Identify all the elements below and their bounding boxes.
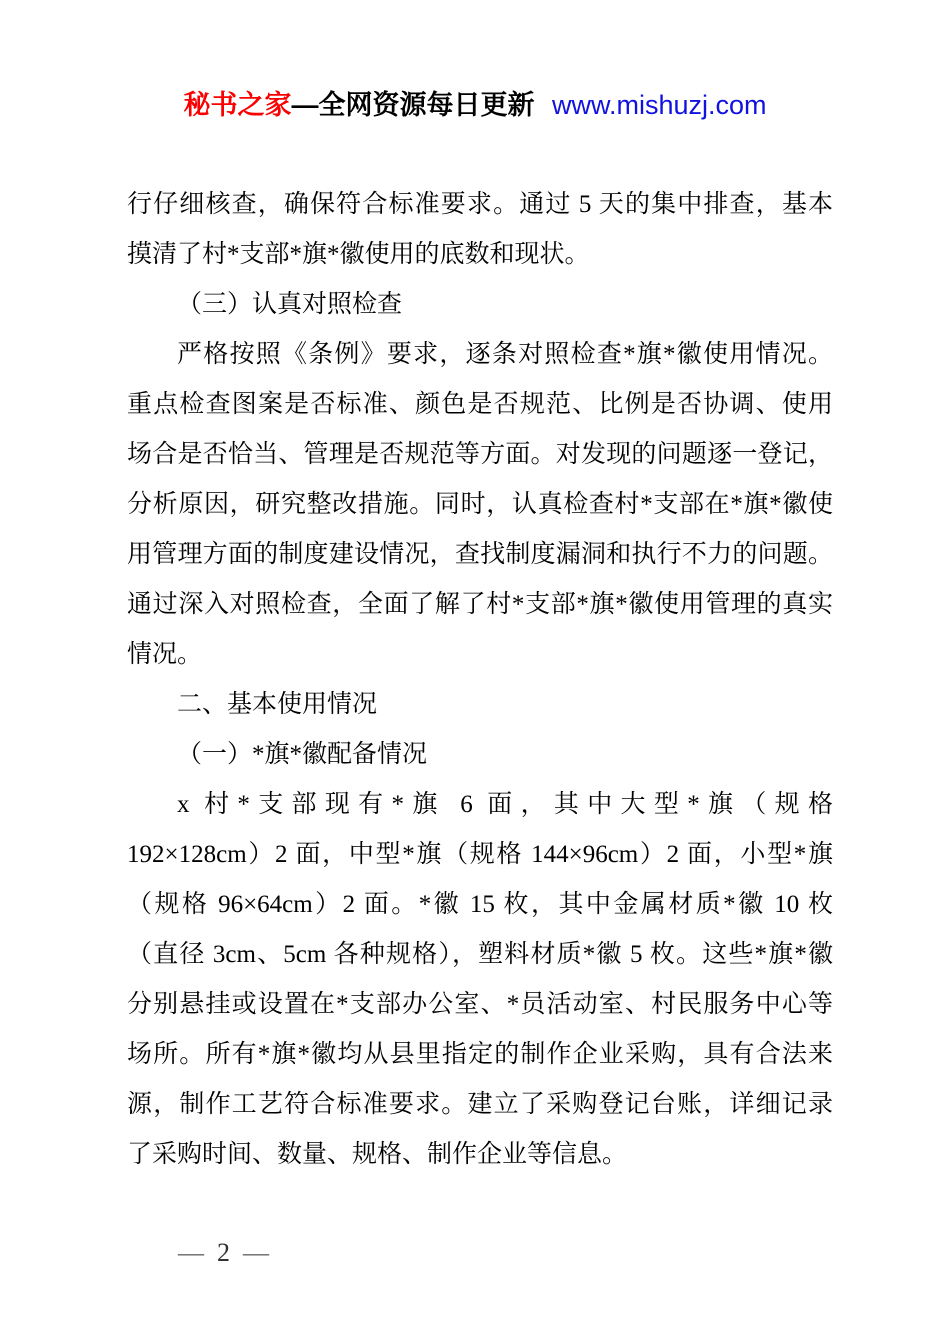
page-number: 2 [217, 1238, 230, 1267]
section-heading-line: 二、基本使用情况 [177, 691, 378, 718]
text-line: 重点检查图案是否标准、颜色是否规范、比例是否协调、使用 [127, 391, 833, 418]
text-line: 情况。 [127, 641, 203, 668]
text-line: 源，制作工艺符合标准要求。建立了采购登记台账，详细记录 [127, 1091, 833, 1118]
footer-dash-right: — [243, 1238, 269, 1267]
text-line: 摸清了村*支部*旗*徽使用的底数和现状。 [127, 241, 590, 268]
section-heading-line: （一）*旗*徽配备情况 [177, 741, 428, 768]
text-line: （三）认真对照检查 [177, 291, 403, 318]
text-line: 严格按照《条例》要求，逐条对照检查*旗*徽使用情况。 [177, 341, 833, 368]
text-line: 分析原因，研究整改措施。同时，认真检查村*支部在*旗*徽使 [127, 491, 833, 518]
document-body [127, 180, 833, 1180]
text-line: 分别悬挂或设置在*支部办公室、*员活动室、村民服务中心等 [127, 991, 833, 1018]
page-header [0, 86, 950, 124]
site-tagline: —全网资源每日更新 [291, 90, 535, 120]
text-line: 场所。所有*旗*徽均从县里指定的制作企业采购，具有合法来 [127, 1041, 833, 1068]
text-line: 用管理方面的制度建设情况，查找制度漏洞和执行不力的问题。 [127, 541, 833, 568]
text-line: 通过深入对照检查，全面了解了村*支部*旗*徽使用管理的真实 [127, 591, 833, 618]
text-line: 场合是否恰当、管理是否规范等方面。对发现的问题逐一登记， [127, 441, 833, 468]
page-footer [178, 1236, 269, 1270]
text-line: （规格 96×64cm）2 面。*徽 15 枚，其中金属材质*徽 10 枚 [127, 891, 833, 918]
text-line: 行仔细核查，确保符合标准要求。通过 5 天的集中排查，基本 [127, 191, 833, 218]
site-name: 秘书之家 [183, 90, 292, 120]
text-line: 了采购时间、数量、规格、制作企业等信息。 [127, 1141, 628, 1168]
text-line: （直径 3cm、5cm 各种规格），塑料材质*徽 5 枚。这些*旗*徽 [127, 941, 833, 968]
text-line: x 村*支部现有*旗 6 面，其中大型*旗（规格 [177, 791, 833, 818]
text-line: 192×128cm）2 面，中型*旗（规格 144×96cm）2 面，小型*旗 [127, 841, 833, 868]
site-url-link[interactable]: www.mishuzj.com [551, 90, 767, 120]
footer-dash-left: — [178, 1238, 204, 1267]
